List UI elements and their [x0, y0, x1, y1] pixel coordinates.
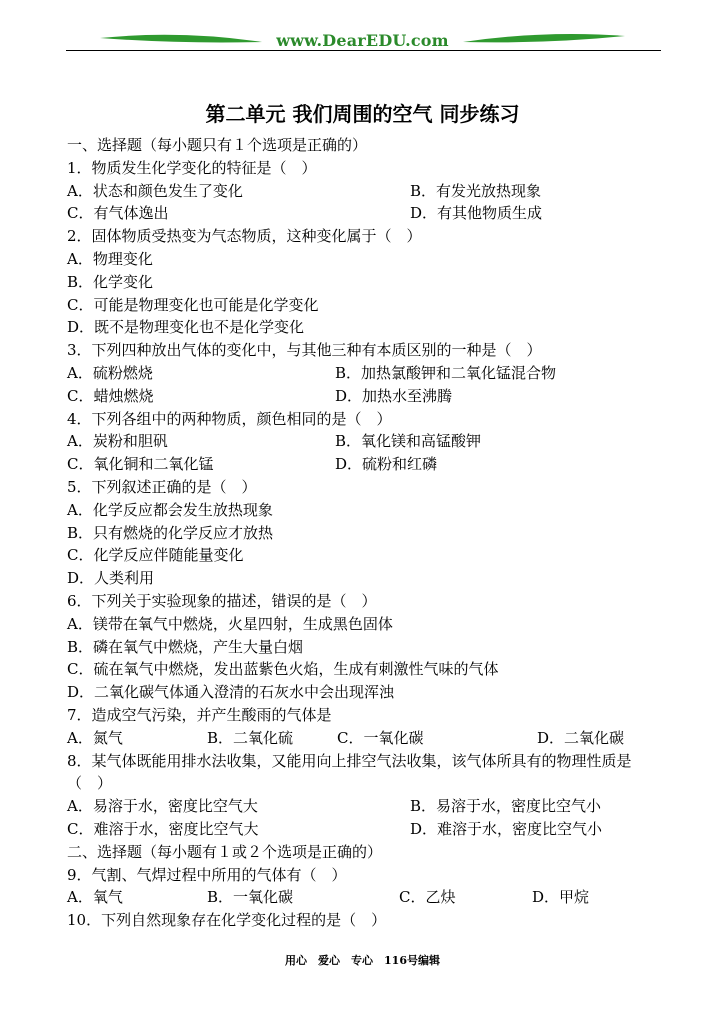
options-row	[67, 795, 667, 818]
option-d: D．难溶于水，密度比空气小	[410, 819, 603, 838]
option-a: A．物理变化	[67, 249, 153, 268]
option-d: D．加热水至沸腾	[335, 386, 453, 405]
option-d: D．有其他物质生成	[410, 204, 543, 223]
option-c: C．化学反应伴随能量变化	[67, 546, 244, 565]
option-a: A．化学反应都会发生放热现象	[67, 500, 273, 519]
page-footer: 用心 爱心 专心 116号编辑	[285, 954, 440, 967]
option-d: D．人类利用	[67, 569, 155, 588]
option-a: A．硫粉燃烧	[67, 363, 153, 382]
option-a: A．镁带在氧气中燃烧，火星四射，生成黑色固体	[67, 614, 393, 633]
question-10: 10．下列自然现象存在化学变化过程的是（ ）	[67, 911, 387, 930]
section-heading-1: 一、选择题（每小题只有１个选项是正确的）	[67, 136, 368, 154]
question-6: 6．下列关于实验现象的描述，错误的是（ ）	[67, 591, 377, 610]
options-row	[67, 727, 667, 750]
question-5: 5．下列叙述正确的是（ ）	[67, 477, 257, 496]
question-7: 7．造成空气污染，并产生酸雨的气体是	[67, 705, 332, 724]
section-heading-2: 二、选择题（每小题有１或２个选项是正确的）	[67, 842, 383, 861]
option-c: C．乙炔	[399, 888, 456, 907]
exercise-body	[67, 134, 667, 932]
options-row	[67, 362, 667, 385]
question-9: 9．气割、气焊过程中所用的气体有（ ）	[67, 865, 347, 884]
option-b: B．一氧化碳	[207, 888, 294, 907]
options-row	[67, 180, 667, 203]
option-c: C．可能是物理变化也可能是化学变化	[67, 295, 319, 314]
question-8: 8．某气体既能用排水法收集，又能用向上排空气法收集，该气体所具有的物理性质是（ ）	[67, 751, 632, 793]
option-c: C．氧化铜和二氧化锰	[67, 455, 214, 474]
option-c: C．一氧化碳	[337, 728, 424, 747]
option-b: B．氧化镁和高锰酸钾	[335, 432, 482, 451]
option-d: D．既不是物理变化也不是化学变化	[67, 318, 305, 337]
question-4: 4．下列各组中的两种物质，颜色相同的是（ ）	[67, 409, 392, 428]
option-c: C．蜡烛燃烧	[67, 386, 154, 405]
question-2: 2．固体物质受热变为气态物质，这种变化属于（ ）	[67, 227, 422, 246]
option-a: A．氧气	[67, 888, 123, 907]
option-b: B．只有燃烧的化学反应才放热	[67, 523, 274, 542]
option-a: A．氮气	[67, 728, 123, 747]
option-b: B．有发光放热现象	[410, 181, 542, 200]
option-c: C．难溶于水，密度比空气大	[67, 819, 259, 838]
question-1: 1．物质发生化学变化的特征是（ ）	[67, 158, 317, 177]
option-b: B．加热氯酸钾和二氧化锰混合物	[335, 363, 557, 382]
option-c: C．硫在氧气中燃烧，发出蓝紫色火焰，生成有刺激性气味的气体	[67, 660, 499, 679]
option-b: B．易溶于水，密度比空气小	[410, 797, 602, 816]
options-row	[67, 818, 667, 841]
page-header	[0, 0, 725, 60]
option-b: B．化学变化	[67, 272, 154, 291]
option-d: D．甲烷	[532, 888, 590, 907]
option-a: A．状态和颜色发生了变化	[67, 181, 243, 200]
header-rule	[66, 50, 661, 51]
option-b: B．磷在氧气中燃烧，产生大量白烟	[67, 637, 304, 656]
option-d: D．二氧化碳气体通入澄清的石灰水中会出现浑浊	[67, 683, 395, 702]
option-d: D．二氧化碳	[537, 728, 625, 747]
question-3: 3．下列四种放出气体的变化中，与其他三种有本质区别的一种是（ ）	[67, 341, 542, 360]
site-logo: www.DearEDU.com	[276, 31, 449, 50]
option-b: B．二氧化硫	[207, 728, 294, 747]
option-c: C．有气体逸出	[67, 204, 169, 223]
options-row	[67, 202, 667, 225]
page-title: 第二单元 我们周围的空气 同步练习	[205, 102, 520, 126]
option-a: A．炭粉和胆矾	[67, 432, 168, 451]
option-d: D．硫粉和红磷	[335, 455, 438, 474]
option-a: A．易溶于水，密度比空气大	[67, 797, 258, 816]
options-row	[67, 430, 667, 453]
options-row	[67, 385, 667, 408]
options-row	[67, 453, 667, 476]
options-row	[67, 886, 667, 909]
header-swoosh-icon	[0, 0, 725, 60]
